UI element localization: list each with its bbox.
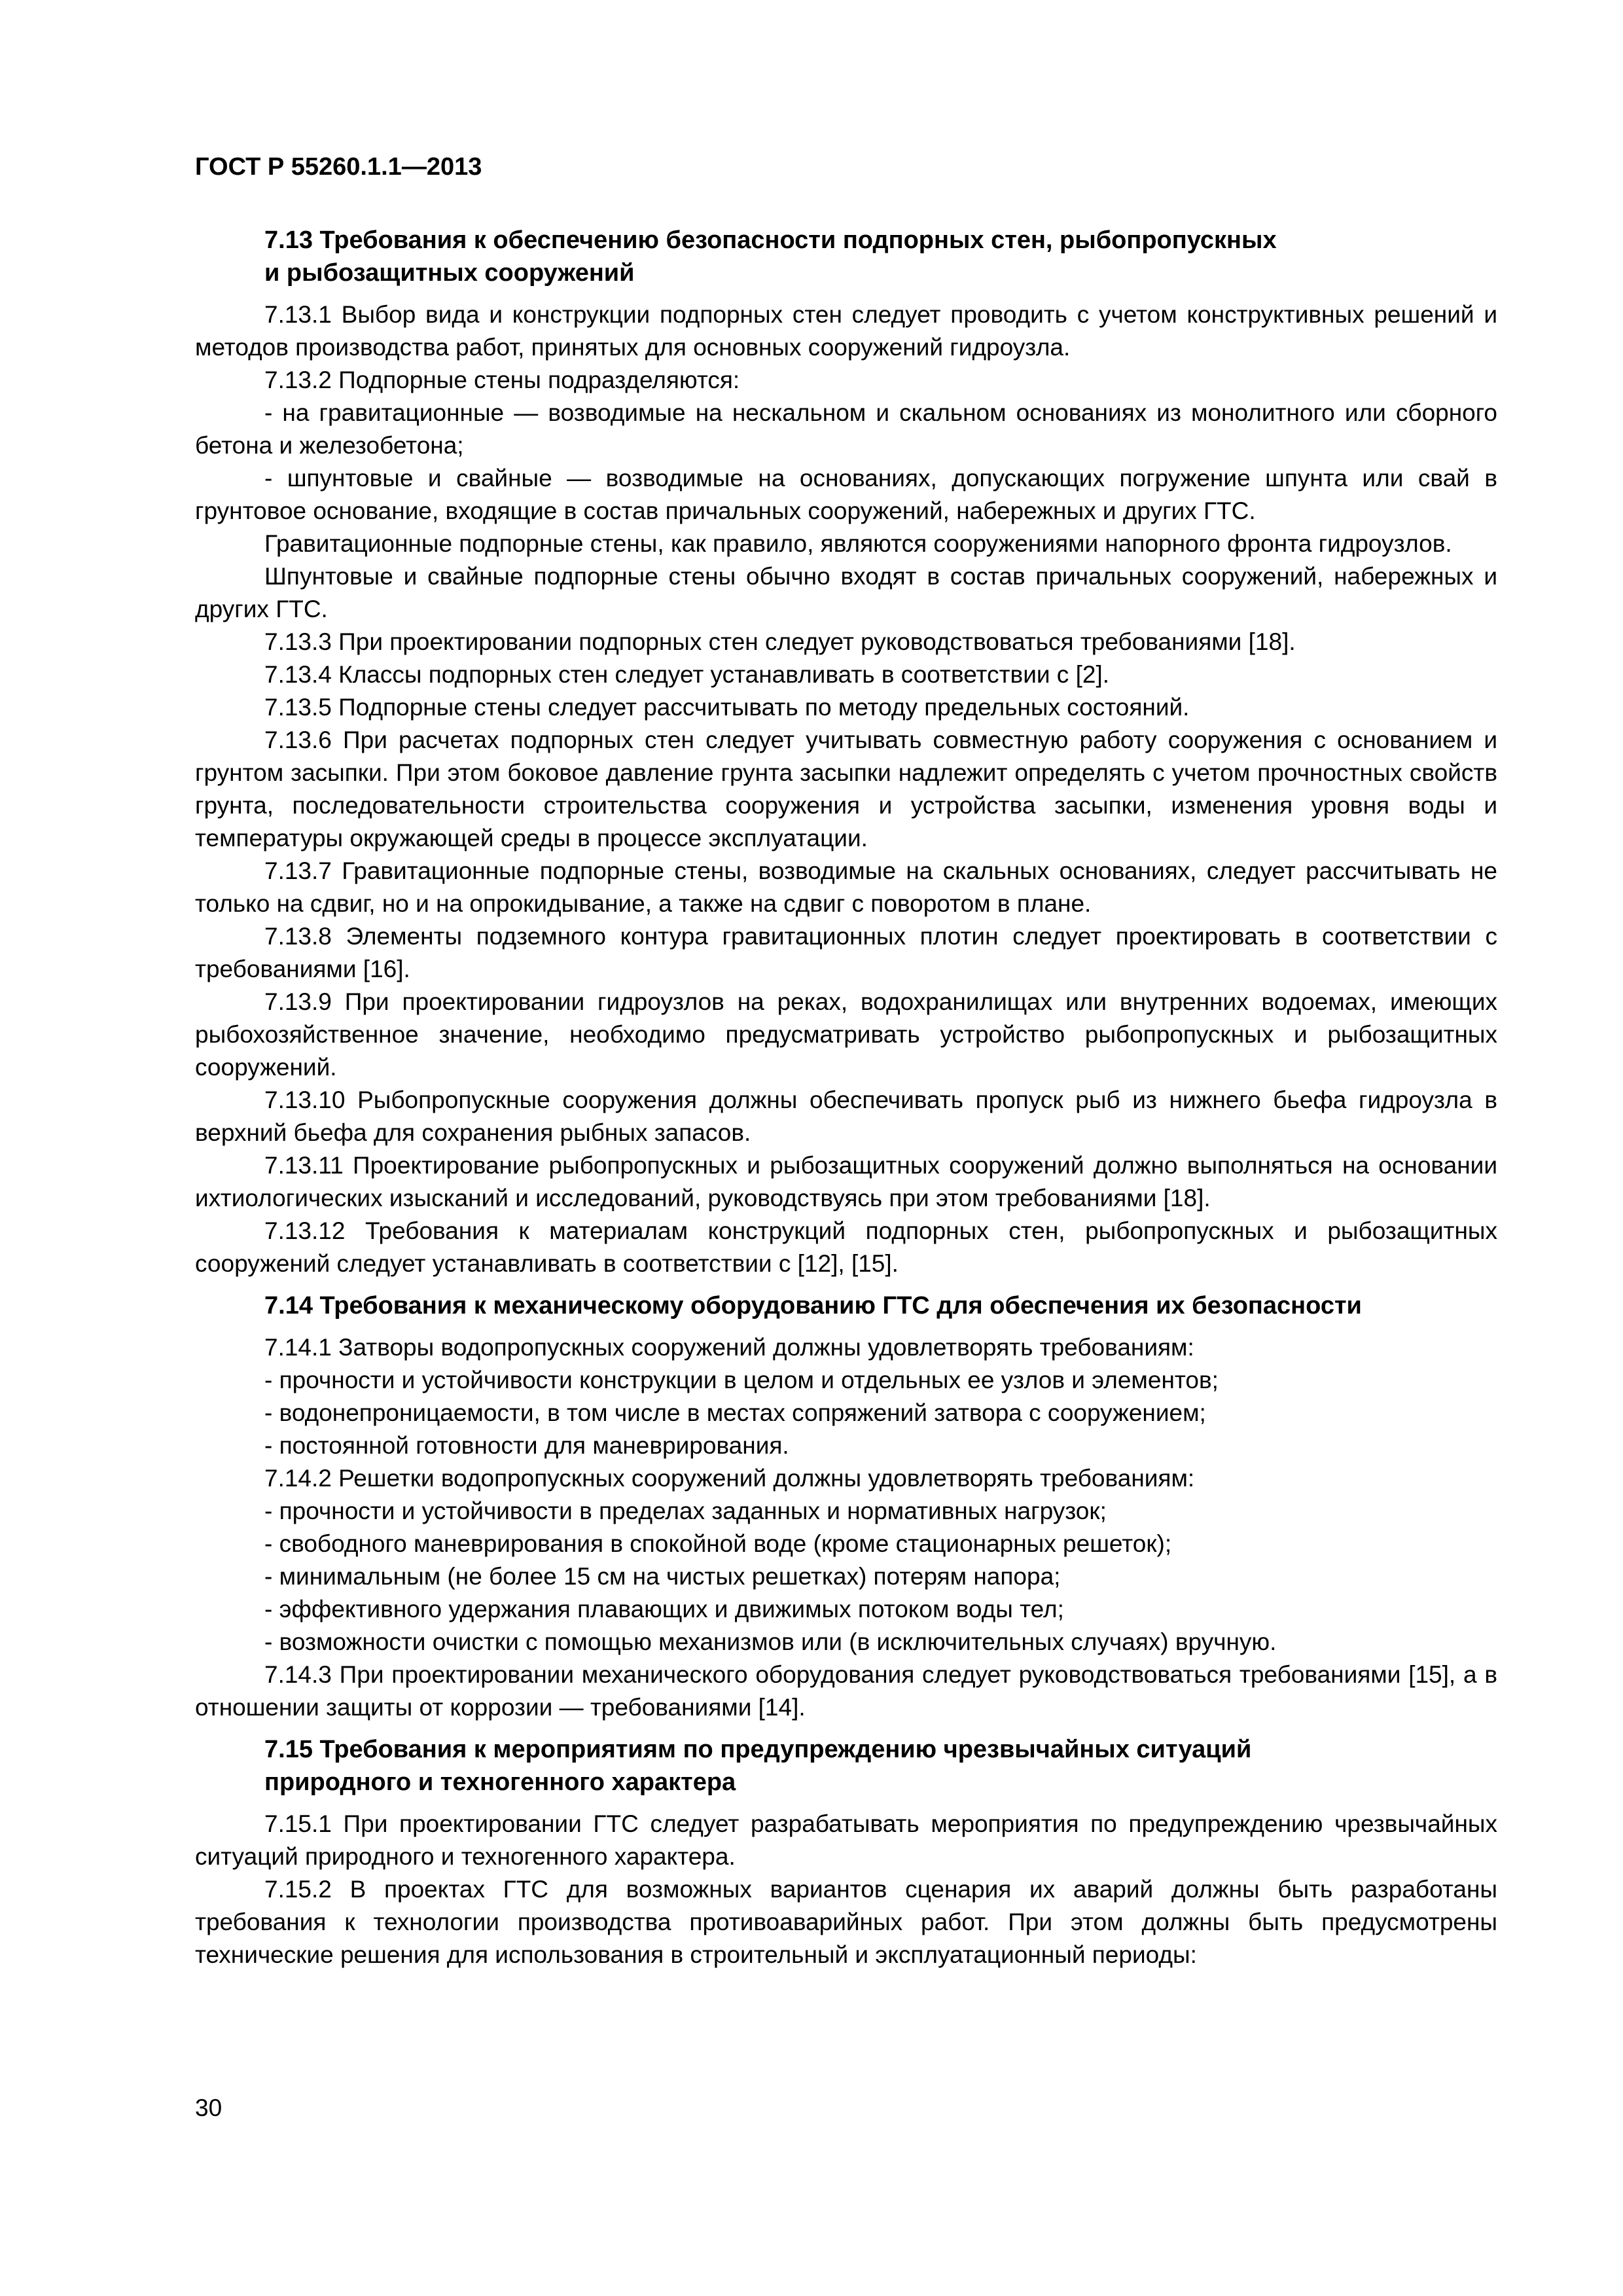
page-content: [195, 224, 1497, 1971]
spacer: [195, 1799, 1497, 1808]
paragraph-7-13-6: 7.13.6 При расчетах подпорных стен следует учитывать совместную работу сооружения с основанием и грунтом засыпки. При этом боковое давление грунта засыпки надлежит определять с учетом прочностных свойств грунта, последовательности строительства сооружения и устройства засыпки, изменения уровня воды и температуры окружающей среды в процессе эксплуатации.: [195, 726, 1497, 852]
paragraph-7-13-3: 7.13.3 При проектировании подпорных стен следует руководствоваться требованиями [18].: [264, 628, 1296, 655]
paragraph-7-13-12: 7.13.12 Требования к материалам конструкций подпорных стен, рыбопропускных и рыбозащитных сооружений следует устанавливать в соответствии с [12], [15].: [195, 1217, 1497, 1277]
spacer: [195, 1280, 1497, 1289]
section-7-15-heading: [195, 1733, 1497, 1799]
list-item-grates-head-loss: - минимальным (не более 15 см на чистых решетках) потерям напора;: [264, 1563, 1061, 1590]
list-item-sheet-pile-walls: - шпунтовые и свайные — возводимые на основаниях, допускающих погружение шпунта или свай в грунтовое основание, входящие в состав причальных сооружений, набережных и других ГТС.: [195, 465, 1497, 524]
paragraph-7-13-10: 7.13.10 Рыбопропускные сооружения должны обеспечивать пропуск рыб из нижнего бьефа гидроузла в верхний бьефа для сохранения рыбных запасов.: [195, 1086, 1497, 1146]
paragraph-7-13-1: 7.13.1 Выбор вида и конструкции подпорных стен следует проводить с учетом конструктивных решений и методов производства работ, принятых для основных сооружений гидроузла.: [195, 301, 1497, 361]
spacer: [195, 1322, 1497, 1331]
list-item-gates-strength: - прочности и устойчивости конструкции в целом и отдельных ее узлов и элементов;: [264, 1367, 1219, 1393]
paragraph-7-13-9: 7.13.9 При проектировании гидроузлов на реках, водохранилищах или внутренних водоемах, имеющих рыбохозяйственное значение, необходимо предусматривать устройство рыбопропускных и рыбозащитных сооружений.: [195, 988, 1497, 1081]
paragraph-7-13-4: 7.13.4 Классы подпорных стен следует устанавливать в соответствии с [2].: [264, 661, 1110, 688]
page-number: 30: [195, 2094, 223, 2121]
section-7-15-heading-line-2: природного и техногенного характера: [264, 1768, 736, 1796]
paragraph-7-13-5: 7.13.5 Подпорные стены следует рассчитывать по методу предельных состояний.: [264, 694, 1190, 721]
paragraph-sheet-pile-note: Шпунтовые и свайные подпорные стены обычно входят в состав причальных сооружений, набережных и других ГТС.: [195, 563, 1497, 622]
paragraph-7-14-1: 7.14.1 Затворы водопропускных сооружений должны удовлетворять требованиям:: [264, 1334, 1194, 1361]
paragraph-7-15-2: 7.15.2 В проектах ГТС для возможных вариантов сценария их аварий должны быть разработаны требования к технологии производства противоаварийных работ. При этом должны быть предусмотрены технические решения для использования в строительный и эксплуатационный периоды:: [195, 1876, 1497, 1968]
paragraph-gravity-walls-note: Гравитационные подпорные стены, как правило, являются сооружениями напорного фронта гидроузлов.: [264, 530, 1452, 557]
list-item-gates-watertightness: - водонепроницаемости, в том числе в местах сопряжений затвора с сооружением;: [264, 1399, 1206, 1426]
spacer: [195, 1724, 1497, 1733]
section-7-14-heading: 7.14 Требования к механическому оборудованию ГТС для обеспечения их безопасности: [264, 1292, 1362, 1319]
section-7-13-heading-line-1: 7.13 Требования к обеспечению безопасности подпорных стен, рыбопропускных: [264, 226, 1277, 254]
paragraph-7-13-2: 7.13.2 Подпорные стены подразделяются:: [264, 367, 740, 393]
list-item-gates-readiness: - постоянной готовности для маневрирования.: [264, 1432, 789, 1459]
list-item-grates-retention: - эффективного удержания плавающих и движимых потоком воды тел;: [264, 1596, 1064, 1623]
section-7-13-heading: [195, 224, 1497, 289]
document-code-header: ГОСТ Р 55260.1.1—2013: [195, 153, 482, 181]
section-7-15-heading-line-1: 7.15 Требования к мероприятиям по предупреждению чрезвычайных ситуаций: [264, 1736, 1252, 1763]
list-item-grates-maneuvering: - свободного маневрирования в спокойной воде (кроме стационарных решеток);: [264, 1530, 1172, 1557]
spacer: [195, 289, 1497, 298]
list-item-grates-cleaning: - возможности очистки с помощью механизмов или (в исключительных случаях) вручную.: [264, 1628, 1277, 1655]
paragraph-7-14-2: 7.14.2 Решетки водопропускных сооружений должны удовлетворять требованиям:: [264, 1465, 1195, 1492]
paragraph-7-13-8: 7.13.8 Элементы подземного контура гравитационных плотин следует проектировать в соответствии с требованиями [16].: [195, 923, 1497, 982]
paragraph-7-13-11: 7.13.11 Проектирование рыбопропускных и рыбозащитных сооружений должно выполняться на основании ихтиологических изысканий и исследований, руководствуясь при этом требованиями [18].: [195, 1152, 1497, 1211]
paragraph-7-13-7: 7.13.7 Гравитационные подпорные стены, возводимые на скальных основаниях, следует рассчитывать не только на сдвиг, но и на опрокидывание, а также на сдвиг с поворотом в плане.: [195, 857, 1497, 917]
list-item-grates-strength: - прочности и устойчивости в пределах заданных и нормативных нагрузок;: [264, 1498, 1107, 1524]
list-item-gravity-walls: - на гравитационные — возводимые на нескальном и скальном основаниях из монолитного или сборного бетона и железобетона;: [195, 399, 1497, 459]
paragraph-7-15-1: 7.15.1 При проектировании ГТС следует разрабатывать мероприятия по предупреждению чрезвычайных ситуаций природного и техногенного характера.: [195, 1810, 1497, 1870]
section-7-13-heading-line-2: и рыбозащитных сооружений: [264, 259, 635, 287]
paragraph-7-14-3: 7.14.3 При проектировании механического оборудования следует руководствоваться требованиями [15], а в отношении защиты от коррозии — требованиями [14].: [195, 1661, 1497, 1721]
